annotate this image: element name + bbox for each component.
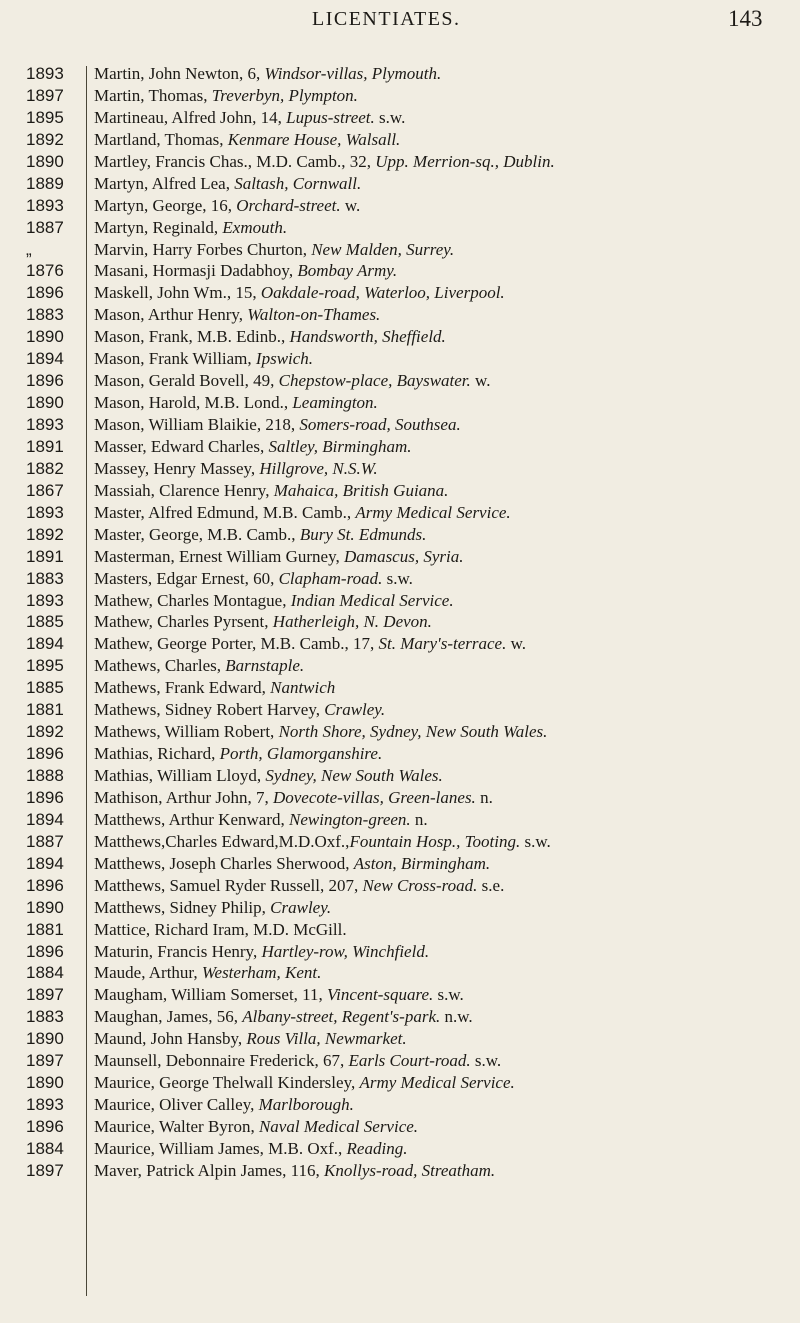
list-item	[0, 1138, 800, 1160]
entry-year: 1881	[26, 919, 64, 939]
entry-year: 1894	[26, 634, 64, 654]
entry-text	[94, 1116, 418, 1138]
list-item	[0, 348, 800, 370]
list-item	[0, 107, 800, 129]
entry-text	[94, 655, 304, 677]
entry-address: Porth, Glamorganshire.	[219, 744, 383, 764]
entry-address: Reading.	[346, 1138, 408, 1158]
entry-year: 1890	[26, 1073, 64, 1093]
list-item	[0, 502, 800, 524]
entry-year: 1885	[26, 678, 64, 698]
list-item	[0, 568, 800, 590]
entry-address: Ipswich.	[255, 349, 314, 369]
entry-year: 1894	[26, 349, 64, 369]
entry-name: Mathew, George Porter, M.B. Camb., 17,	[94, 634, 379, 654]
list-item	[0, 173, 800, 195]
list-item	[0, 633, 800, 655]
entry-address: New Malden, Surrey.	[311, 239, 455, 259]
entry-text	[94, 919, 347, 941]
entry-name: Mathison, Arthur John, 7,	[94, 787, 273, 807]
list-item	[0, 984, 800, 1006]
entry-name: Martyn, Alfred Lea,	[94, 173, 235, 193]
list-item	[0, 1116, 800, 1138]
list-item	[0, 590, 800, 612]
list-item	[0, 524, 800, 546]
entry-address: Bombay Army.	[297, 261, 398, 281]
list-item	[0, 546, 800, 568]
entry-district: s.w.	[374, 107, 406, 127]
entry-district: s.w.	[382, 568, 413, 588]
list-item	[0, 941, 800, 963]
list-item	[0, 853, 800, 875]
entry-name: Mason, Gerald Bovell, 49,	[94, 371, 279, 391]
entry-text	[94, 282, 505, 304]
entry-text	[94, 984, 464, 1006]
list-item	[0, 1094, 800, 1116]
entry-text	[94, 260, 397, 282]
entry-name: Mason, Harold, M.B. Lond.,	[94, 393, 293, 413]
list-item	[0, 1072, 800, 1094]
entry-address: Chepstow-place, Bayswater.	[278, 371, 471, 391]
entry-text	[94, 568, 413, 590]
entry-name: Masters, Edgar Ernest, 60,	[94, 568, 279, 588]
entry-year: 1890	[26, 327, 64, 347]
entry-year: 1897	[26, 85, 64, 105]
entry-text	[94, 677, 335, 699]
entry-text	[94, 392, 378, 414]
entry-name: Martley, Francis Chas., M.D. Camb., 32,	[94, 151, 376, 171]
list-item	[0, 1028, 800, 1050]
entry-address: Upp. Merrion-sq., Dublin.	[375, 151, 555, 171]
entry-address: Army Medical Service.	[355, 502, 511, 522]
entry-address: Saltash, Cornwall.	[234, 173, 362, 193]
entry-text	[94, 1160, 495, 1182]
entry-text	[94, 590, 454, 612]
entry-name: Master, Alfred Edmund, M.B. Camb.,	[94, 502, 356, 522]
entry-name: Maurice, Walter Byron,	[94, 1117, 259, 1136]
entry-address: Crawley.	[324, 700, 386, 720]
list-item	[0, 151, 800, 173]
entry-year: 1897	[26, 1051, 64, 1071]
entry-year: 1891	[26, 436, 64, 456]
entry-text	[94, 962, 321, 984]
list-item	[0, 85, 800, 107]
entry-year: 1896	[26, 283, 64, 303]
entry-year: 1881	[26, 700, 64, 720]
entry-text	[94, 546, 463, 568]
entry-year: 1885	[26, 612, 64, 632]
entry-name: Martineau, Alfred John, 14,	[94, 107, 287, 127]
entry-name: Mathews, William Robert,	[94, 722, 279, 742]
entry-address: Lupus-street.	[286, 107, 375, 127]
entry-address: Orchard-street.	[236, 195, 341, 215]
entry-text	[94, 699, 385, 721]
entry-address: Bury St. Edmunds.	[299, 524, 427, 544]
entry-text	[94, 787, 493, 809]
entry-year: „	[26, 239, 32, 259]
entry-year: 1895	[26, 107, 64, 127]
entry-name: Mason, Frank, M.B. Edinb.,	[94, 327, 290, 347]
entry-district: s.w.	[433, 985, 464, 1005]
entry-text	[94, 348, 313, 370]
entry-text	[94, 633, 526, 655]
entry-address: Kenmare House, Walsall.	[227, 129, 401, 149]
entry-year: 1896	[26, 787, 64, 807]
list-item	[0, 239, 800, 261]
entry-district: s.w.	[470, 1051, 502, 1071]
list-item	[0, 765, 800, 787]
entry-district: n.w.	[440, 1007, 473, 1027]
list-item	[0, 436, 800, 458]
entry-text	[94, 1006, 473, 1028]
entry-text	[94, 63, 441, 85]
entry-name: Mattice, Richard Iram, M.D. McGill.	[94, 919, 347, 939]
entry-address: Aston, Birmingham.	[353, 853, 491, 873]
entry-year: 1896	[26, 744, 64, 764]
entry-text	[94, 414, 461, 436]
entry-text	[94, 85, 358, 107]
entry-year: 1892	[26, 722, 64, 742]
entry-address: Army Medical Service.	[359, 1073, 515, 1093]
entry-text	[94, 809, 428, 831]
entry-text	[94, 458, 378, 480]
entry-address: Leamington.	[292, 393, 378, 413]
entry-address: Clapham-road.	[278, 568, 383, 588]
list-item	[0, 743, 800, 765]
entry-address: Nantwich	[270, 678, 336, 698]
entry-address: New Cross-road.	[362, 875, 478, 895]
entry-name: Mathias, Richard,	[94, 744, 220, 764]
entry-text	[94, 107, 405, 129]
entry-name: Maurice, George Thelwall Kindersley,	[94, 1073, 360, 1093]
entry-name: Maturin, Francis Henry,	[94, 941, 262, 961]
entry-address: Exmouth.	[222, 217, 288, 237]
entry-district: n.	[475, 787, 493, 807]
entry-text	[94, 217, 287, 239]
entry-text	[94, 173, 361, 195]
entry-text	[94, 524, 426, 546]
entry-address: Dovecote-villas, Green-lanes.	[272, 787, 476, 807]
entry-year: 1897	[26, 1160, 64, 1180]
entry-year: 1893	[26, 195, 64, 215]
entry-name: Martyn, Reginald,	[94, 217, 223, 237]
entry-text	[94, 831, 551, 853]
entry-name: Mathew, Charles Pyrsent,	[94, 612, 273, 632]
entry-address: Damascus, Syria.	[344, 546, 464, 566]
entry-text	[94, 765, 443, 787]
entry-text	[94, 1094, 354, 1116]
entry-address: Newington-green.	[289, 809, 411, 829]
entry-name: Massiah, Clarence Henry,	[94, 480, 274, 500]
list-item	[0, 875, 800, 897]
entry-text	[94, 304, 380, 326]
entry-year: 1882	[26, 458, 64, 478]
entry-address: Albany-street, Regent's-park.	[242, 1007, 441, 1027]
entry-text	[94, 480, 448, 502]
entry-address: Treverbyn, Plympton.	[211, 85, 358, 105]
entry-name: Master, George, M.B. Camb.,	[94, 524, 300, 544]
entry-year: 1884	[26, 963, 64, 983]
entry-name: Mason, Arthur Henry,	[94, 305, 248, 325]
entry-name: Matthews, Arthur Kenward,	[94, 809, 289, 829]
entry-name: Maude, Arthur,	[94, 963, 202, 983]
entry-name: Mason, William Blaikie, 218,	[94, 415, 300, 434]
entry-name: Maughan, James, 56,	[94, 1007, 243, 1027]
entry-year: 1867	[26, 480, 64, 500]
entry-name: Martin, Thomas,	[94, 85, 212, 105]
entry-name: Matthews, Samuel Ryder Russell, 207,	[94, 875, 363, 895]
list-item	[0, 480, 800, 502]
entry-text	[94, 1050, 501, 1072]
entry-district: s.e.	[477, 875, 505, 895]
entry-name: Matthews, Sidney Philip,	[94, 897, 271, 917]
entry-name: Mathias, William Lloyd,	[94, 766, 266, 785]
entry-address: Fountain Hosp., Tooting.	[349, 831, 521, 851]
entry-address: North Shore, Sydney, New South Wales.	[278, 722, 548, 742]
list-item	[0, 414, 800, 436]
entry-name: Mathews, Sidney Robert Harvey,	[94, 700, 325, 720]
entry-address: Hatherleigh, N. Devon.	[272, 612, 432, 632]
list-item	[0, 919, 800, 941]
entry-text	[94, 326, 446, 348]
list-item	[0, 370, 800, 392]
entry-address: Naval Medical Service.	[258, 1117, 419, 1136]
list-item	[0, 458, 800, 480]
entry-name: Mathews, Frank Edward,	[94, 678, 271, 698]
entry-district: n.	[410, 809, 428, 829]
entry-district: s.w.	[520, 831, 551, 851]
entry-address: Marlborough.	[258, 1095, 354, 1115]
list-item	[0, 260, 800, 282]
entry-year: 1883	[26, 568, 64, 588]
entry-name: Mason, Frank William,	[94, 349, 256, 369]
list-item	[0, 831, 800, 853]
entry-year: 1884	[26, 1138, 64, 1158]
entry-name: Maunsell, Debonnaire Frederick, 67,	[94, 1051, 349, 1071]
entry-name: Massey, Henry Massey,	[94, 458, 260, 478]
entry-name: Maugham, William Somerset, 11,	[94, 985, 328, 1005]
entry-address: Hillgrove, N.S.W.	[259, 458, 378, 478]
list-item	[0, 217, 800, 239]
list-item	[0, 1160, 800, 1182]
entry-text	[94, 721, 547, 743]
entry-year: 1883	[26, 1007, 64, 1027]
page-number: 143	[728, 6, 763, 31]
entry-year: 1883	[26, 305, 64, 325]
list-item	[0, 129, 800, 151]
entry-district: w.	[470, 371, 491, 391]
list-item	[0, 282, 800, 304]
entry-name: Marvin, Harry Forbes Churton,	[94, 239, 312, 259]
entry-address: Knollys-road, Streatham.	[324, 1160, 496, 1180]
entry-name: Matthews,Charles Edward,M.D.Oxf.,	[94, 831, 350, 851]
entry-text	[94, 1138, 407, 1160]
entry-name: Martin, John Newton, 6,	[94, 64, 265, 83]
list-item	[0, 962, 800, 984]
entry-address: Indian Medical Service.	[290, 590, 454, 610]
entry-year: 1891	[26, 546, 64, 566]
entry-year: 1895	[26, 656, 64, 676]
licentiate-list	[0, 63, 800, 1182]
list-item	[0, 392, 800, 414]
entry-address: Barnstaple.	[225, 656, 305, 676]
entry-text	[94, 502, 511, 524]
entry-address: Handsworth, Sheffield.	[289, 327, 446, 347]
entry-year: 1890	[26, 393, 64, 413]
entry-text	[94, 436, 412, 458]
entry-text	[94, 875, 504, 897]
entry-text	[94, 151, 555, 173]
entry-address: Vincent-square.	[327, 985, 434, 1005]
entry-name: Martland, Thomas,	[94, 129, 228, 149]
entry-address: St. Mary's-terrace.	[378, 634, 507, 654]
entry-year: 1888	[26, 766, 64, 785]
entry-year: 1893	[26, 415, 64, 434]
entry-year: 1890	[26, 1029, 64, 1049]
entry-name: Masterman, Ernest William Gurney,	[94, 546, 345, 566]
entry-text	[94, 1072, 515, 1094]
entry-year: 1887	[26, 831, 64, 851]
entry-name: Masser, Edward Charles,	[94, 436, 269, 456]
entry-year: 1896	[26, 1117, 64, 1136]
entry-year: 1892	[26, 129, 64, 149]
entry-address: Windsor-villas, Plymouth.	[264, 64, 442, 83]
list-item	[0, 655, 800, 677]
entry-name: Maurice, William James, M.B. Oxf.,	[94, 1138, 347, 1158]
entry-year: 1887	[26, 217, 64, 237]
entry-address: Oakdale-road, Waterloo, Liverpool.	[260, 283, 505, 303]
entry-text	[94, 853, 490, 875]
entry-year: 1893	[26, 1095, 64, 1115]
list-item	[0, 1050, 800, 1072]
entry-address: Hartley-row, Winchfield.	[261, 941, 430, 961]
list-item	[0, 326, 800, 348]
entry-text	[94, 239, 454, 261]
entry-name: Martyn, George, 16,	[94, 195, 237, 215]
list-item	[0, 1006, 800, 1028]
entry-year: 1896	[26, 875, 64, 895]
entry-text	[94, 611, 432, 633]
entry-text	[94, 195, 360, 217]
entry-year: 1896	[26, 371, 64, 391]
entry-name: Maurice, Oliver Calley,	[94, 1095, 259, 1115]
entry-name: Matthews, Joseph Charles Sherwood,	[94, 853, 354, 873]
entry-text	[94, 1028, 407, 1050]
entry-year: 1897	[26, 985, 64, 1005]
entry-name: Masani, Hormasji Dadabhoy,	[94, 261, 298, 281]
entry-address: Rous Villa, Newmarket.	[246, 1029, 407, 1049]
entry-address: Mahaica, British Guiana.	[273, 480, 449, 500]
entry-name: Maund, John Hansby,	[94, 1029, 247, 1049]
entry-text	[94, 370, 490, 392]
list-item	[0, 699, 800, 721]
list-item	[0, 809, 800, 831]
list-item	[0, 611, 800, 633]
entry-year: 1890	[26, 897, 64, 917]
list-item	[0, 63, 800, 85]
entry-year: 1894	[26, 853, 64, 873]
entry-text	[94, 743, 382, 765]
list-item	[0, 677, 800, 699]
list-item	[0, 304, 800, 326]
entry-year: 1896	[26, 941, 64, 961]
running-head: LICENTIATES.	[312, 8, 461, 30]
entry-year: 1893	[26, 64, 64, 83]
entry-district: w.	[506, 634, 527, 654]
entry-year: 1893	[26, 590, 64, 610]
entry-year: 1876	[26, 261, 64, 281]
entry-address: Saltley, Birmingham.	[268, 436, 412, 456]
list-item	[0, 721, 800, 743]
entry-address: Westerham, Kent.	[201, 963, 322, 983]
entry-year: 1892	[26, 524, 64, 544]
entry-text	[94, 941, 429, 963]
entry-name: Maver, Patrick Alpin James, 116,	[94, 1160, 325, 1180]
entry-name: Maskell, John Wm., 15,	[94, 283, 261, 303]
list-item	[0, 897, 800, 919]
entry-name: Mathews, Charles,	[94, 656, 226, 676]
entry-year: 1894	[26, 809, 64, 829]
entry-year: 1889	[26, 173, 64, 193]
entry-address: Somers-road, Southsea.	[299, 415, 461, 434]
entry-address: Walton-on-Thames.	[247, 305, 381, 325]
entry-address: Crawley.	[270, 897, 332, 917]
entry-text	[94, 897, 331, 919]
list-item	[0, 787, 800, 809]
entry-district: w.	[340, 195, 361, 215]
page-header	[0, 0, 800, 42]
entry-name: Mathew, Charles Montague,	[94, 590, 291, 610]
list-item	[0, 195, 800, 217]
entry-address: Sydney, New South Wales.	[265, 766, 443, 785]
entry-address: Earls Court-road.	[348, 1051, 471, 1071]
entry-year: 1893	[26, 502, 64, 522]
entry-text	[94, 129, 400, 151]
entry-year: 1890	[26, 151, 64, 171]
